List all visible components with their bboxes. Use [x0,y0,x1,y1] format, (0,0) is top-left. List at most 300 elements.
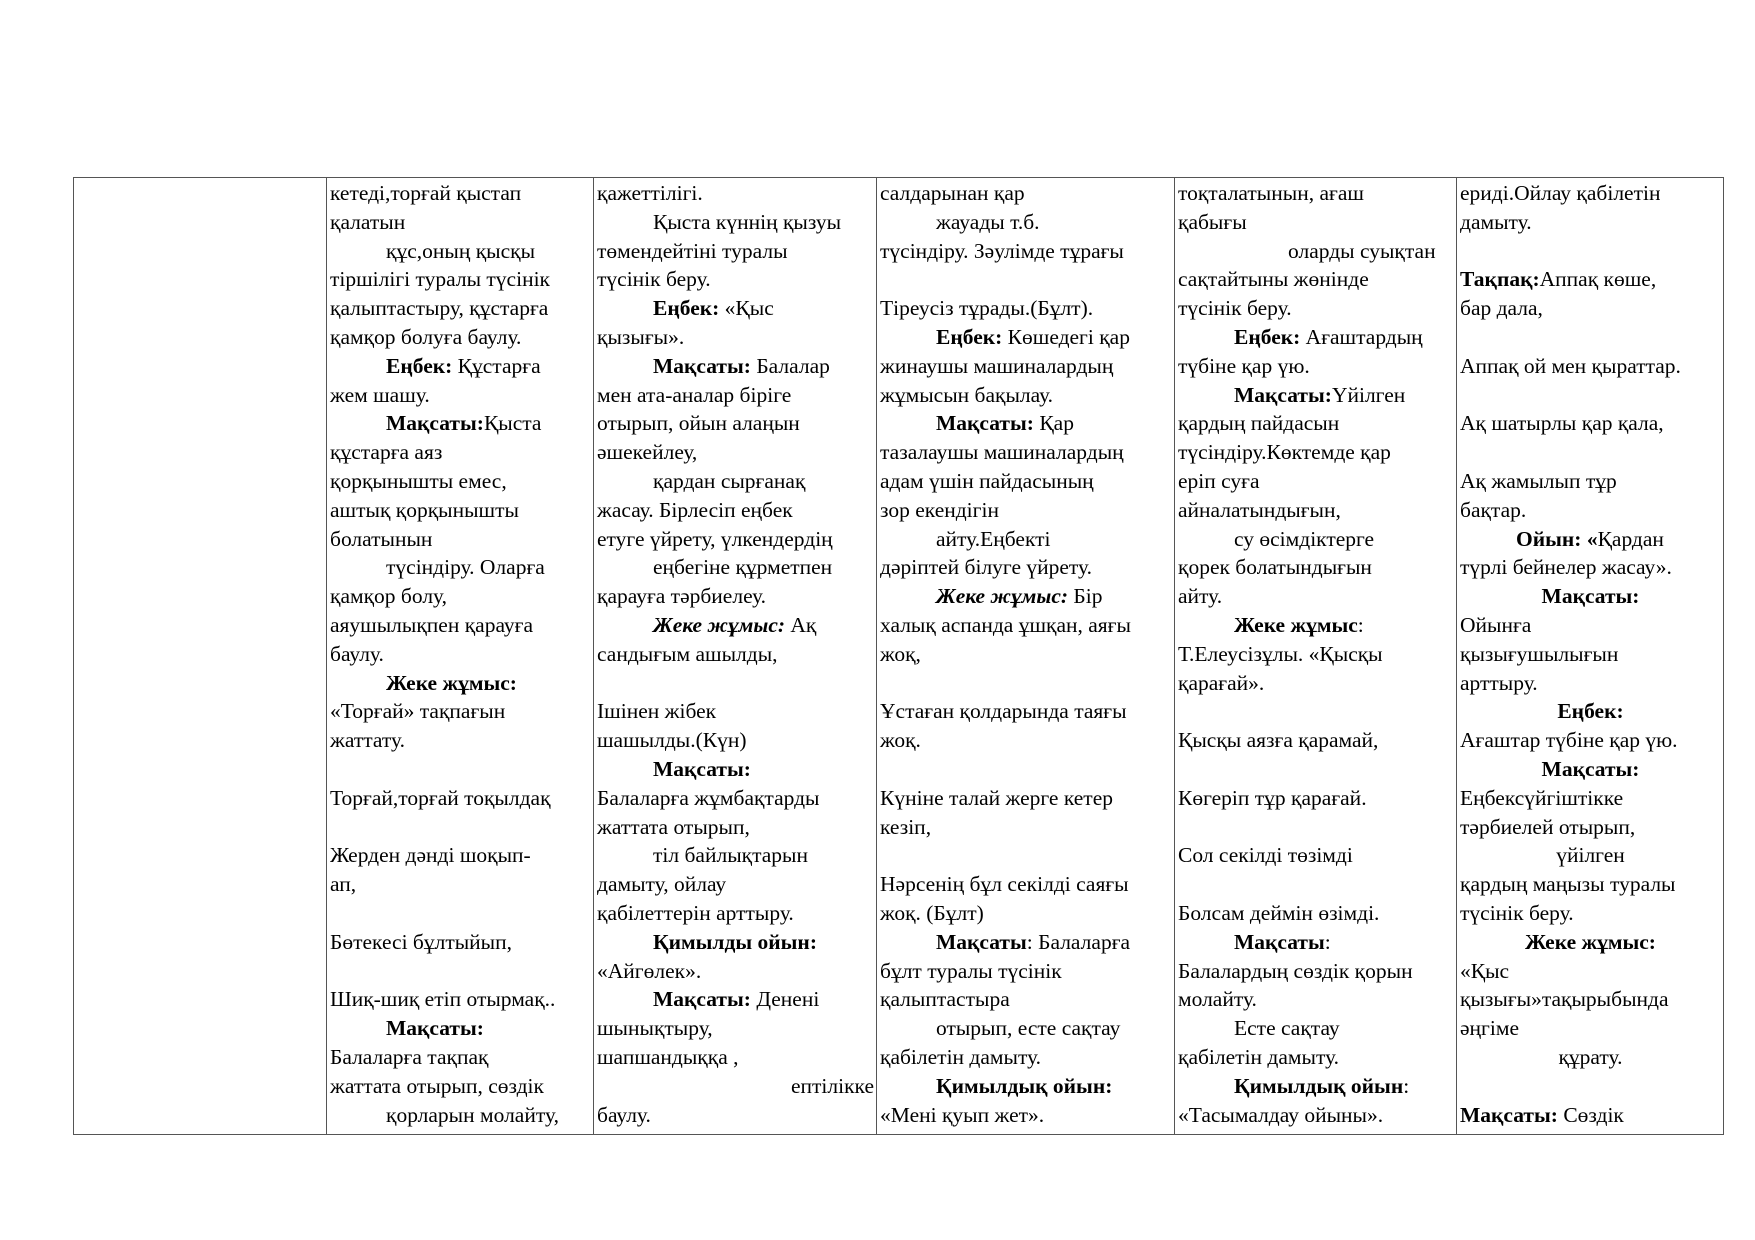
text-segment: Қар [1033,411,1074,436]
bold-label: Мақсаты [1234,929,1325,954]
text-line [330,726,591,755]
text-segment: қорқынышты емес, [330,468,507,493]
bold-label: Мақсаты: [1541,584,1640,609]
bold-label: Мақсаты: [936,411,1034,436]
text-line [597,611,874,640]
text-line [1460,582,1721,611]
text-line [1460,237,1721,266]
text-line [1460,611,1721,640]
text-line [880,1101,1172,1130]
text-line [1178,294,1454,323]
text-segment: «Қыс [719,296,774,321]
text-line [1178,985,1454,1014]
text-line [597,697,874,726]
text-line [1460,467,1721,496]
text-line [1178,755,1454,784]
text-line [597,381,874,410]
text-line [880,870,1172,899]
text-line [1460,726,1721,755]
text-segment: Балаларға жұмбақтарды [597,785,820,810]
text-segment: Торғай,торғай тоқылдақ [330,785,551,810]
text-line [880,669,1172,698]
text-line [1460,784,1721,813]
text-segment: Сөздік [1557,1102,1624,1127]
text-segment: жоқ. (Бұлт) [880,900,984,925]
text-segment: Қыста [483,411,542,436]
text-line [880,294,1172,323]
text-segment: арттыру. [1460,670,1538,695]
text-line [880,1043,1172,1072]
text-line [330,409,591,438]
text-line [880,525,1172,554]
text-segment: Ақ шатырлы қар қала, [1460,411,1664,436]
text-segment: Ұстаған қолдарында таяғы [880,699,1127,724]
plan-cell-col3 [877,178,1175,1135]
text-line [1460,669,1721,698]
text-line [597,323,874,352]
text-line [880,323,1172,352]
text-line [597,985,874,1014]
text-line [1460,265,1721,294]
text-segment: жасау. Бірлесіп еңбек [597,497,793,522]
text-segment: қалыптастыра [880,987,1010,1012]
text-line [597,467,874,496]
text-segment: қарағай». [1178,670,1265,695]
text-segment: бұлт туралы түсінік [880,958,1062,983]
text-line [1178,582,1454,611]
text-line [1460,352,1721,381]
text-segment: шапшандыққа , [597,1044,739,1069]
text-line [330,179,591,208]
text-line [1178,381,1454,410]
text-segment: Ішінен жібек [597,699,717,724]
bold-label: Жеке жұмыс [1234,612,1358,637]
text-line [597,899,874,928]
text-line [597,208,874,237]
text-segment: төмендейтіні туралы [597,238,788,263]
bold-label: Мақсаты: [653,756,751,781]
text-line [1460,957,1721,986]
text-segment: қамқор болуға баулу. [330,324,522,349]
text-segment: жаттата отырып, [597,814,750,839]
text-segment: етуге үйрету, үлкендердің [597,526,833,551]
text-segment: «Қыс [1460,958,1510,983]
text-segment: Еңбексүйгіштікке [1460,785,1624,810]
text-segment: түсіндіру. Оларға [386,555,545,580]
text-line [1178,813,1454,842]
text-line [1178,1043,1454,1072]
text-segment: Денені [750,987,820,1012]
text-line [880,208,1172,237]
text-segment: Ойынға [1460,612,1532,637]
text-line [880,697,1172,726]
text-segment: «Мені қуып жет». [880,1102,1045,1127]
text-line [1178,409,1454,438]
empty-label-cell [74,178,327,1135]
text-segment: қызығушылығын [1460,641,1619,666]
text-line [1460,1072,1721,1101]
text-line [330,957,591,986]
text-line [880,985,1172,1014]
text-line [1178,179,1454,208]
text-line [1460,208,1721,237]
text-line [597,1101,874,1130]
text-segment: түсінік беру. [597,267,711,292]
text-segment: Тіреусіз тұрады.(Бұлт). [880,296,1094,321]
text-segment: дамыту. [1460,209,1532,234]
text-line [597,640,874,669]
text-line [330,496,591,525]
bold-label: Еңбек: [653,296,720,321]
text-line [1460,1014,1721,1043]
plan-cell-col1 [327,178,594,1135]
text-line [880,467,1172,496]
text-line [330,265,591,294]
text-line [880,381,1172,410]
text-segment: тәрбиелей отырып, [1460,814,1636,839]
text-segment: түсінік беру. [1460,900,1574,925]
text-line [1460,755,1721,784]
text-line [1178,784,1454,813]
text-line [1460,381,1721,410]
text-segment: қызығы». [597,324,685,349]
text-segment: молайту. [1178,987,1257,1012]
text-line [1460,841,1721,870]
text-line [597,726,874,755]
text-segment: Қыста күннің қызуы [653,209,842,234]
text-line [880,928,1172,957]
text-line [330,611,591,640]
text-line [597,237,874,266]
text-line [880,496,1172,525]
text-segment: еріп суға [1178,468,1260,493]
text-segment: түсіндіру.Көктемде қар [1178,440,1391,465]
text-segment: аяушылықпен қарауға [330,612,534,637]
text-line [1460,294,1721,323]
bold-label: Мақсаты: [1460,1102,1558,1127]
text-segment: Болсам деймін өзімді. [1178,900,1380,925]
text-line [880,179,1172,208]
text-line [1178,899,1454,928]
text-segment: айту.Еңбекті [936,526,1051,551]
text-line [1178,208,1454,237]
bold-label: Жеке жұмыс: [653,612,786,637]
text-segment: Көгеріп тұр қарағай. [1178,785,1367,810]
text-segment: мен ата-аналар біріге [597,382,792,407]
text-segment: Ақ [785,612,817,637]
text-segment: оларды суықтан [1288,238,1436,263]
text-line [597,582,874,611]
text-segment: айналатындығын, [1178,497,1341,522]
text-segment: сандығым ашылды, [597,641,778,666]
text-segment: Аппақ ой мен қыраттар. [1460,353,1681,378]
text-segment: Аппақ көше, [1539,267,1657,292]
text-line [880,1014,1172,1043]
bold-label: Қимылдық ойын [1234,1073,1404,1098]
text-segment: Қысқы аязға қарамай, [1178,728,1379,753]
text-segment: тоқталатынын, ағаш [1178,181,1364,205]
text-line [597,841,874,870]
text-segment: : [1403,1073,1410,1098]
text-segment: қабығы [1178,209,1247,234]
text-segment: : [1357,612,1364,637]
text-line [1460,409,1721,438]
text-line [330,1014,591,1043]
text-segment: Қардан [1597,526,1664,551]
text-line [597,294,874,323]
text-segment: шынықтыру, [597,1016,713,1041]
plan-cell-col2 [594,178,877,1135]
text-line [330,985,591,1014]
text-line [880,438,1172,467]
text-line [330,669,591,698]
text-segment: құстарға аяз [330,440,443,465]
text-segment: баулу. [597,1102,651,1127]
text-line [1178,467,1454,496]
text-line [330,870,591,899]
bold-label: Тақпақ: [1460,267,1540,292]
text-line [1460,553,1721,582]
text-line [597,784,874,813]
text-line [597,496,874,525]
text-segment: жоқ, [880,641,921,666]
text-segment: сақтайтыны жөнінде [1178,267,1369,292]
text-segment: әшекейлеу, [597,440,698,465]
text-segment: қорек болатындығын [1178,555,1372,580]
text-segment: Ағаштар түбіне қар үю. [1460,728,1678,753]
text-segment: қорларын молайту, [386,1102,559,1127]
text-segment: аштық қорқынышты [330,497,519,522]
text-line [1178,1014,1454,1043]
text-line [1460,1101,1721,1130]
text-line [1460,323,1721,352]
bold-label: Қимылдық ойын: [936,1073,1113,1098]
bold-label: Қимылды ойын: [653,929,817,954]
text-segment: су өсімдіктерге [1234,526,1375,551]
text-segment: адам үшін пайдасының [880,468,1094,493]
text-segment: зор екендігін [880,497,999,522]
text-segment: қалатын [330,209,406,234]
text-line [597,870,874,899]
text-line [330,208,591,237]
text-line [880,755,1172,784]
text-line [330,928,591,957]
text-line [597,1014,874,1043]
text-segment: отырып, есте сақтау [936,1016,1121,1041]
text-line [1178,496,1454,525]
text-line [880,841,1172,870]
text-line [597,553,874,582]
text-line [597,813,874,842]
text-segment: Нәрсенің бұл секілді саяғы [880,872,1129,897]
text-line [330,525,591,554]
text-line [1178,611,1454,640]
text-line [1460,813,1721,842]
text-segment: Ақ жамылып тұр [1460,468,1617,493]
bold-label: Еңбек: [936,324,1003,349]
text-line [1178,697,1454,726]
text-line [1178,525,1454,554]
text-segment: Сол секілді төзімді [1178,843,1353,868]
text-line [1178,726,1454,755]
text-segment: еңбегіне құрметпен [653,555,833,580]
text-line [1178,957,1454,986]
text-segment: Ағаштардың [1300,324,1423,349]
text-line [1460,496,1721,525]
text-line [1460,640,1721,669]
text-line [880,640,1172,669]
text-line [597,755,874,784]
text-line [880,784,1172,813]
bold-label: Мақсаты: [386,411,484,436]
text-segment: жоқ. [880,728,921,753]
bold-label: Мақсаты: [1541,756,1640,781]
text-segment: Бір [1068,584,1103,609]
text-segment: Құстарға [452,353,541,378]
text-line [1178,928,1454,957]
text-segment: түсіндіру. Зәулімде тұрағы [880,238,1124,263]
text-segment: үйілген [1556,843,1625,868]
text-line [597,669,874,698]
text-line [1178,1072,1454,1101]
text-segment: тазалаушы машиналардың [880,440,1124,465]
text-segment: қардан сырғанақ [653,468,806,493]
text-line [330,467,591,496]
text-line [1460,179,1721,208]
text-line [880,352,1172,381]
text-line [330,640,591,669]
lesson-plan-table [73,177,1724,1135]
text-segment: Жерден дәнді шоқып- [330,843,531,868]
text-segment: құс,оның қысқы [386,238,536,263]
text-line [597,438,874,467]
text-line [880,899,1172,928]
text-segment: халық аспанда ұшқан, аяғы [880,612,1131,637]
text-line [880,726,1172,755]
text-segment: Т.Елеусізұлы. «Қысқы [1178,641,1383,666]
text-line [597,1043,874,1072]
table-row [74,178,1724,1135]
text-segment: Бөтекесі бұлтыйып, [330,929,513,954]
text-segment: «Тасымалдау ойыны». [1178,1102,1384,1127]
text-line [330,352,591,381]
text-segment: жұмысын бақылау. [880,382,1054,407]
text-segment: тіршілігі туралы түсінік [330,267,550,292]
bold-label: Жеке жұмыс: [936,584,1069,609]
text-line [880,957,1172,986]
text-line [597,409,874,438]
text-segment: түбіне қар үю. [1178,353,1310,378]
text-segment: қабілетін дамыту. [1178,1044,1340,1069]
text-segment: бар дала, [1460,296,1543,321]
bold-label: Еңбек: [1557,699,1624,724]
text-segment: қызығы»тақырыбында [1460,987,1669,1012]
text-segment: Балалар [750,353,830,378]
text-line [880,237,1172,266]
text-segment: дәріптей білуге үйрету. [880,555,1093,580]
text-line [1460,870,1721,899]
text-segment: әңгіме [1460,1016,1519,1041]
bold-label: Ойын: « [1516,526,1598,551]
text-segment: бақтар. [1460,497,1527,522]
text-segment: қардың маңызы туралы [1460,872,1676,897]
text-segment: Көшедегі қар [1002,324,1130,349]
text-line [597,957,874,986]
text-segment: жаттату. [330,728,405,753]
text-line [1178,1101,1454,1130]
text-line [880,611,1172,640]
text-line [330,899,591,928]
text-line [1178,323,1454,352]
text-line [880,582,1172,611]
text-line [330,813,591,842]
text-segment: қардың пайдасын [1178,411,1340,436]
text-segment: Балалардың сөздік қорын [1178,958,1413,983]
text-segment: жаттата отырып, сөздік [330,1073,544,1098]
plan-cell-col4 [1175,178,1457,1135]
text-line [1460,525,1721,554]
text-line [880,409,1172,438]
text-line [330,697,591,726]
text-line [330,1072,591,1101]
text-segment: «Торғай» тақпағын [330,699,506,724]
text-line [1178,669,1454,698]
text-segment: отырып, ойын алаңын [597,411,800,436]
text-segment: : [1324,929,1331,954]
text-line [1178,265,1454,294]
text-segment: түсінік беру. [1178,296,1292,321]
text-segment: құрату. [1558,1044,1623,1069]
text-line [330,553,591,582]
text-line [1460,928,1721,957]
text-line [1178,438,1454,467]
text-segment: ептілікке [790,1073,874,1098]
text-segment: қабілеттерін арттыру. [597,900,794,925]
text-line [1460,985,1721,1014]
text-line [1178,553,1454,582]
text-segment: кетеді,торғай қыстап [330,181,522,205]
text-segment: қажеттілігі. [597,181,703,205]
text-line [330,294,591,323]
text-segment: Шиқ-шиқ етіп отырмақ.. [330,987,556,1012]
text-line [330,381,591,410]
text-line [1178,640,1454,669]
text-line [880,265,1172,294]
text-line [330,755,591,784]
text-line [330,1043,591,1072]
text-segment: жем шашу. [330,382,430,407]
text-line [1460,1043,1721,1072]
text-segment: қабілетін дамыту. [880,1044,1042,1069]
text-segment: ериді.Ойлау қабілетін [1460,181,1661,205]
text-line [330,237,591,266]
text-line [330,784,591,813]
text-segment: дамыту, ойлау [597,872,727,897]
text-line [597,1072,874,1101]
text-line [1178,352,1454,381]
bold-label: Еңбек: [386,353,453,378]
bold-label: Еңбек: [1234,324,1301,349]
text-line [330,1101,591,1130]
bold-label: Мақсаты [936,929,1027,954]
text-line [1178,237,1454,266]
text-line [1460,899,1721,928]
bold-label: Мақсаты: [1234,382,1332,407]
text-line [330,438,591,467]
text-segment: жинаушы машиналардың [880,353,1114,378]
bold-label: Жеке жұмыс: [386,670,517,695]
text-segment: : Балаларға [1026,929,1131,954]
